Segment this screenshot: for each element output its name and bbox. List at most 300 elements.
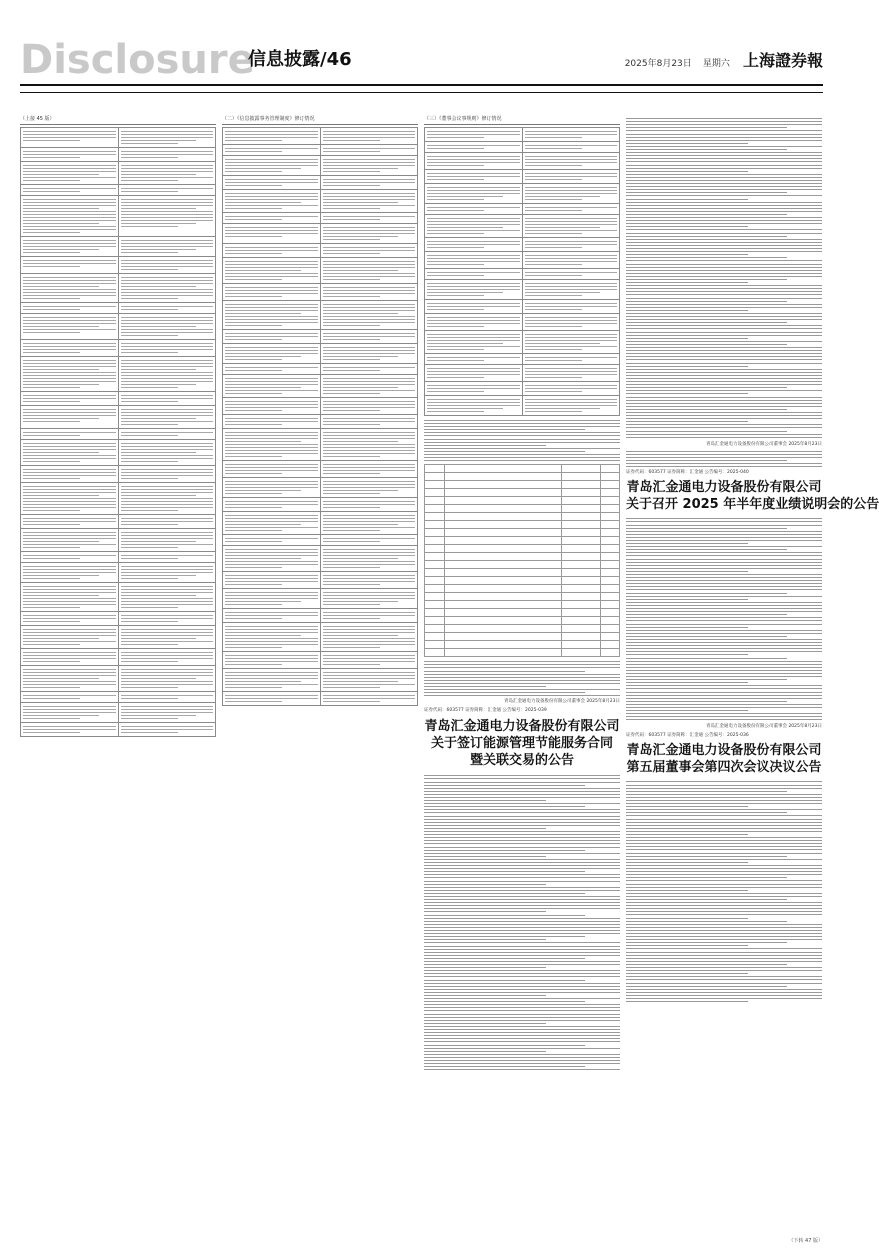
table-cell <box>522 396 620 416</box>
table-cell <box>21 162 119 185</box>
table-cell <box>320 429 418 461</box>
table-cell <box>223 623 321 652</box>
table-cell <box>223 364 321 375</box>
table-cell <box>444 641 561 649</box>
table-cell <box>21 128 119 148</box>
table-cell <box>223 478 321 498</box>
table-cell <box>118 440 216 466</box>
section-title <box>248 48 352 72</box>
table-cell <box>320 498 418 512</box>
table-row <box>425 537 620 545</box>
table-cell <box>425 537 445 545</box>
table-cell <box>600 521 620 529</box>
table-row <box>21 692 216 703</box>
table-cell <box>522 128 620 142</box>
table-cell <box>223 145 321 156</box>
table-cell <box>223 224 321 244</box>
table-cell <box>522 170 620 184</box>
table-cell <box>522 354 620 365</box>
notice-signature: 青岛汇金通电力设备股份有限公司董事会 2025年8月23日 <box>706 441 822 447</box>
table-cell <box>223 546 321 572</box>
table-cell <box>118 162 216 185</box>
table-cell <box>561 593 600 601</box>
table-row <box>21 552 216 563</box>
table-cell <box>21 392 119 406</box>
table-cell <box>561 641 600 649</box>
table-cell <box>425 601 445 609</box>
table-row <box>223 429 418 461</box>
table-row <box>425 473 620 481</box>
table-row <box>223 224 418 244</box>
table-cell <box>21 314 119 340</box>
table-row <box>21 529 216 552</box>
table-row <box>223 364 418 375</box>
table-row <box>425 641 620 649</box>
table-row <box>425 153 620 170</box>
body-text <box>626 781 822 1002</box>
table-row <box>425 553 620 561</box>
table-row <box>21 583 216 612</box>
table-cell <box>320 572 418 589</box>
table-cell <box>118 666 216 692</box>
table-cell <box>118 185 216 196</box>
table-cell <box>522 184 620 204</box>
newspaper-logo: 上海證券報 <box>742 51 823 70</box>
table-row <box>21 666 216 692</box>
table-cell <box>118 392 216 406</box>
table-row <box>425 489 620 497</box>
table-cell <box>21 515 119 529</box>
table-cell <box>522 252 620 269</box>
table-row <box>21 440 216 466</box>
table-cell <box>118 406 216 429</box>
table-row <box>21 392 216 406</box>
table-row <box>425 238 620 252</box>
table-cell <box>223 258 321 284</box>
table-cell <box>320 546 418 572</box>
table-cell <box>223 512 321 535</box>
table-cell <box>561 481 600 489</box>
table-cell <box>320 244 418 258</box>
table-cell <box>223 344 321 364</box>
table-cell <box>21 340 119 357</box>
table-row <box>425 465 620 473</box>
table-row <box>223 330 418 344</box>
table-cell <box>118 612 216 626</box>
table-cell <box>118 529 216 552</box>
table-cell <box>444 537 561 545</box>
table-row <box>425 609 620 617</box>
table-cell <box>320 589 418 609</box>
masthead-meta <box>625 52 823 73</box>
table-cell <box>21 237 119 257</box>
table-cell <box>425 300 523 314</box>
table-row <box>223 415 418 429</box>
table-cell <box>561 601 600 609</box>
table-cell <box>223 176 321 190</box>
table-row <box>21 128 216 148</box>
table-row <box>21 406 216 429</box>
table-cell <box>21 148 119 162</box>
table-row <box>21 357 216 392</box>
table-row <box>21 148 216 162</box>
table-cell <box>600 545 620 553</box>
table-cell <box>118 483 216 515</box>
table-cell <box>444 585 561 593</box>
table-row <box>425 649 620 657</box>
notice-title-line-2: 暨关联交易的公告 <box>469 753 574 769</box>
notice-company: 青岛汇金通电力设备股份有限公司 <box>424 719 620 735</box>
table-cell <box>561 537 600 545</box>
table-row <box>21 429 216 440</box>
table-cell <box>444 569 561 577</box>
table-row <box>21 466 216 483</box>
table-cell <box>561 497 600 505</box>
table-cell <box>21 257 119 274</box>
body-text <box>626 518 822 720</box>
table-row <box>223 546 418 572</box>
table-cell <box>21 274 119 303</box>
table-row <box>425 382 620 396</box>
table-cell <box>444 545 561 553</box>
table-row <box>223 461 418 478</box>
table-cell <box>223 301 321 330</box>
table-row <box>21 162 216 185</box>
section-name: 信息披露 <box>248 49 320 70</box>
column-heading: （三）《董事会议事规则》修订情况 <box>424 116 620 125</box>
table-row <box>223 176 418 190</box>
table-cell <box>425 529 445 537</box>
table-cell <box>600 649 620 657</box>
table-cell <box>600 633 620 641</box>
table-cell <box>600 561 620 569</box>
table-cell <box>444 505 561 513</box>
table-cell <box>223 398 321 415</box>
table-cell <box>118 357 216 392</box>
masthead-subrule <box>20 92 823 93</box>
table-cell <box>320 692 418 706</box>
table-row <box>223 652 418 669</box>
table-row <box>425 561 620 569</box>
table-cell <box>21 406 119 429</box>
table-cell <box>522 238 620 252</box>
table-cell <box>522 269 620 280</box>
table-cell <box>561 513 600 521</box>
table-cell <box>600 577 620 585</box>
table-cell <box>21 196 119 237</box>
table-cell <box>320 609 418 623</box>
table-cell <box>600 537 620 545</box>
body-text <box>424 661 620 696</box>
table-cell <box>600 625 620 633</box>
table-cell <box>118 723 216 737</box>
table-cell <box>444 593 561 601</box>
column-3 <box>424 116 620 1226</box>
table-cell <box>522 331 620 354</box>
table-row <box>425 142 620 153</box>
table-cell <box>425 569 445 577</box>
table-cell <box>425 128 523 142</box>
table-cell <box>320 623 418 652</box>
table-cell <box>320 176 418 190</box>
table-cell <box>561 609 600 617</box>
table-cell <box>223 330 321 344</box>
table-row <box>21 274 216 303</box>
table-row <box>425 396 620 416</box>
table-cell <box>223 609 321 623</box>
table-row <box>425 128 620 142</box>
table-cell <box>21 703 119 723</box>
table-cell <box>425 465 445 473</box>
table-row <box>425 170 620 184</box>
table-row <box>21 626 216 649</box>
table-row <box>223 498 418 512</box>
table-cell <box>444 561 561 569</box>
table-cell <box>21 583 119 612</box>
table-row <box>223 589 418 609</box>
table-row <box>21 303 216 314</box>
table-cell <box>425 473 445 481</box>
table-row <box>21 196 216 237</box>
table-cell <box>600 641 620 649</box>
table-cell <box>425 497 445 505</box>
table-cell <box>320 478 418 498</box>
table-row <box>223 190 418 213</box>
table-cell <box>600 553 620 561</box>
table-cell <box>561 521 600 529</box>
notice-title-line-1: 关于召开 2025 年半年度业绩说明会的公告 <box>626 497 879 513</box>
table-row <box>21 340 216 357</box>
table-cell <box>444 473 561 481</box>
table-cell <box>444 625 561 633</box>
table-cell <box>425 513 445 521</box>
table-cell <box>223 652 321 669</box>
table-row <box>425 252 620 269</box>
table-cell <box>118 626 216 649</box>
table-cell <box>21 440 119 466</box>
table-cell <box>425 396 523 416</box>
table-cell <box>223 244 321 258</box>
table-row <box>21 257 216 274</box>
table-row <box>21 314 216 340</box>
column-2 <box>222 116 418 1226</box>
table-cell <box>320 669 418 692</box>
table-row <box>425 354 620 365</box>
table-cell <box>320 330 418 344</box>
table-row <box>425 593 620 601</box>
table-cell <box>561 585 600 593</box>
table-cell <box>320 284 418 301</box>
table-cell <box>425 561 445 569</box>
table-cell <box>118 466 216 483</box>
table-row <box>425 505 620 513</box>
table-cell <box>444 481 561 489</box>
list-table <box>424 464 620 657</box>
table-row <box>223 669 418 692</box>
table-cell <box>444 609 561 617</box>
table-row <box>425 577 620 585</box>
table-row <box>21 563 216 583</box>
table-row <box>425 300 620 314</box>
table-cell <box>320 512 418 535</box>
column-heading: （二）《信息披露事务管理制度》修订情况 <box>222 116 418 125</box>
body-text <box>424 420 620 461</box>
table-cell <box>600 465 620 473</box>
table-cell <box>118 237 216 257</box>
table-cell <box>425 593 445 601</box>
table-cell <box>522 300 620 314</box>
table-cell <box>444 617 561 625</box>
table-cell <box>320 535 418 546</box>
table-row <box>425 184 620 204</box>
table-cell <box>444 553 561 561</box>
table-row <box>223 344 418 364</box>
table-cell <box>444 465 561 473</box>
table-cell <box>118 515 216 529</box>
masthead-rule <box>20 84 823 86</box>
table-cell <box>223 284 321 301</box>
table-cell <box>600 569 620 577</box>
table-cell <box>223 461 321 478</box>
table-cell <box>522 382 620 396</box>
table-cell <box>21 612 119 626</box>
table-cell <box>425 184 523 204</box>
table-cell <box>223 375 321 398</box>
table-row <box>223 572 418 589</box>
table-row <box>425 601 620 609</box>
table-cell <box>223 692 321 706</box>
table-row <box>425 365 620 382</box>
notice-signature: 青岛汇金通电力设备股份有限公司董事会 2025年8月23日 <box>504 699 620 705</box>
table-cell <box>522 142 620 153</box>
table-cell <box>21 666 119 692</box>
table-cell <box>444 497 561 505</box>
table-row <box>425 513 620 521</box>
table-cell <box>561 569 600 577</box>
table-cell <box>425 505 445 513</box>
table-row <box>21 515 216 529</box>
table-row <box>223 692 418 706</box>
table-row <box>21 612 216 626</box>
masthead <box>20 38 823 82</box>
table-row <box>223 213 418 224</box>
table-cell <box>600 513 620 521</box>
table-cell <box>600 609 620 617</box>
table-cell <box>522 215 620 238</box>
table-cell <box>118 340 216 357</box>
table-cell <box>522 365 620 382</box>
table-cell <box>561 553 600 561</box>
table-cell <box>600 481 620 489</box>
table-cell <box>561 545 600 553</box>
issue-weekday: 星期六 <box>702 59 730 69</box>
table-row <box>425 529 620 537</box>
notice-title-line-1: 第五届董事会第四次会议决议公告 <box>626 760 822 776</box>
notice-meta: 证券代码：603577 证券简称：汇金通 公告编号：2025-040 <box>626 470 749 476</box>
table-cell <box>444 529 561 537</box>
table-cell <box>561 505 600 513</box>
body-text <box>626 118 822 438</box>
table-cell <box>425 365 523 382</box>
table-row <box>425 585 620 593</box>
amendment-table <box>222 127 418 706</box>
table-cell <box>522 153 620 170</box>
table-cell <box>425 489 445 497</box>
table-cell <box>118 692 216 703</box>
table-cell <box>522 314 620 331</box>
table-row <box>223 535 418 546</box>
amendment-table <box>20 127 216 737</box>
column-heading: （上接 45 版） <box>20 116 216 125</box>
table-cell <box>561 489 600 497</box>
table-cell <box>600 585 620 593</box>
table-cell <box>223 415 321 429</box>
table-cell <box>320 375 418 398</box>
table-cell <box>223 572 321 589</box>
table-cell <box>561 577 600 585</box>
table-row <box>21 483 216 515</box>
table-cell <box>223 669 321 692</box>
notice-title-line-1: 关于签订能源管理节能服务合同 <box>430 736 613 752</box>
table-cell <box>561 465 600 473</box>
table-row <box>425 204 620 215</box>
table-cell <box>320 258 418 284</box>
table-cell <box>223 128 321 145</box>
table-cell <box>444 513 561 521</box>
table-row <box>425 545 620 553</box>
table-cell <box>444 601 561 609</box>
table-cell <box>561 473 600 481</box>
table-cell <box>600 529 620 537</box>
table-cell <box>425 170 523 184</box>
table-row <box>425 215 620 238</box>
table-cell <box>522 204 620 215</box>
table-cell <box>223 498 321 512</box>
table-row <box>223 145 418 156</box>
table-cell <box>522 280 620 300</box>
table-row <box>223 258 418 284</box>
table-cell <box>320 364 418 375</box>
table-cell <box>118 303 216 314</box>
table-cell <box>425 314 523 331</box>
table-cell <box>118 649 216 666</box>
table-row <box>223 128 418 145</box>
table-cell <box>21 185 119 196</box>
table-cell <box>320 213 418 224</box>
table-cell <box>425 521 445 529</box>
table-cell <box>223 535 321 546</box>
table-cell <box>223 589 321 609</box>
continuation-marker: （下转 47 版） <box>788 1238 823 1244</box>
table-cell <box>561 633 600 641</box>
table-cell <box>21 626 119 649</box>
table-cell <box>425 617 445 625</box>
table-row <box>425 280 620 300</box>
table-cell <box>320 301 418 330</box>
table-row <box>425 481 620 489</box>
table-cell <box>425 153 523 170</box>
table-cell <box>118 583 216 612</box>
table-cell <box>21 483 119 515</box>
table-row <box>223 301 418 330</box>
table-cell <box>223 213 321 224</box>
table-row <box>223 398 418 415</box>
table-cell <box>425 354 523 365</box>
notice-company: 青岛汇金通电力设备股份有限公司 <box>626 480 822 496</box>
table-cell <box>21 552 119 563</box>
table-row <box>223 284 418 301</box>
table-cell <box>425 553 445 561</box>
